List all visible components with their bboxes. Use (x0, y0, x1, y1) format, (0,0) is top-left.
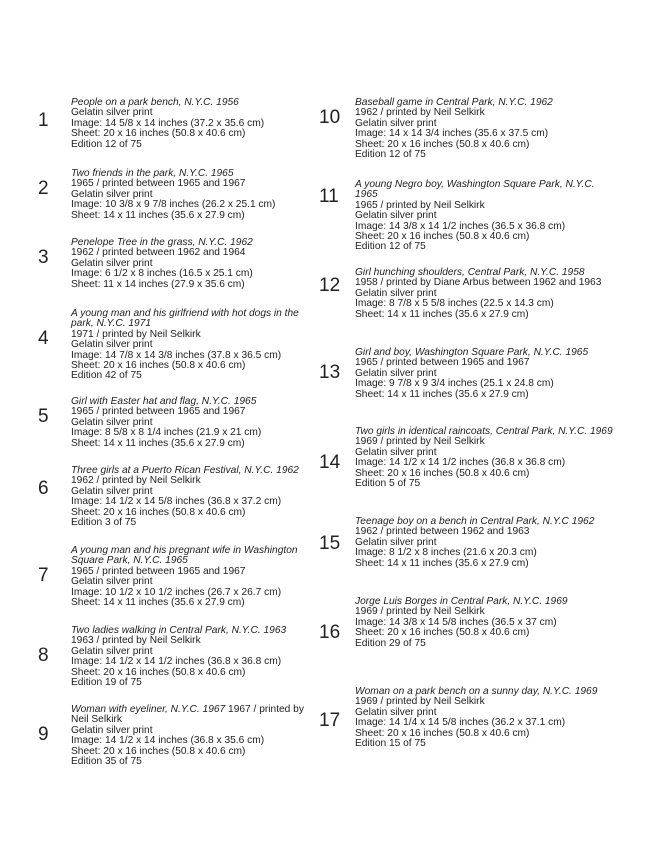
entry-line: Gelatin silver print (355, 446, 437, 458)
entry-line: Sheet: 14 x 11 inches (35.6 x 27.9 cm) (355, 388, 529, 400)
entry-line: Gelatin silver print (355, 287, 437, 299)
entry-number: 7 (38, 565, 49, 586)
entry-line: 1962 / printed between 1962 and 1964 (71, 247, 246, 259)
entry-title: Baseball game in Central Park, N.Y.C. 1962 (355, 97, 553, 108)
entry-line: Sheet: 20 x 16 inches (50.8 x 40.6 cm) (71, 128, 246, 140)
entry-title: Girl hunching shoulders, Central Park, N.Y.C. 1958 (355, 267, 585, 278)
entry-line: Sheet: 14 x 11 inches (35.6 x 27.9 cm) (355, 557, 529, 569)
entry-line: Image: 8 1/2 x 8 inches (21.6 x 20.3 cm) (355, 547, 537, 559)
entry-number: 5 (38, 406, 49, 427)
entry-line: Gelatin silver print (355, 706, 437, 718)
entry-title: Teenage boy on a bench in Central Park, N.Y.C 1962 (355, 516, 595, 527)
entry-line: 1962 / printed by Neil Selkirk (71, 475, 201, 487)
entry-title: A young man and his pregnant wife in Washington Square Park, N.Y.C. 1965 (71, 545, 298, 567)
entry-line: Edition 29 of 75 (355, 637, 426, 649)
entry-details (355, 348, 619, 400)
entry-line: Gelatin silver print (71, 645, 153, 657)
entry-line: 1963 / printed by Neil Selkirk (71, 635, 201, 647)
entry-title: Two friends in the park, N.Y.C. 1965 (71, 168, 234, 179)
entry-details (71, 238, 313, 290)
entry-line: Image: 8 5/8 x 8 1/4 inches (21.9 x 21 cm) (71, 427, 262, 439)
entry-title: Three girls at a Puerto Rican Festival, N.Y.C. 1962 (71, 465, 299, 476)
entry-number: 16 (319, 622, 341, 643)
entry-line: Sheet: 20 x 16 inches (50.8 x 40.6 cm) (71, 360, 246, 372)
entry-line: Image: 8 7/8 x 5 5/8 inches (22.5 x 14.3 cm) (355, 298, 554, 310)
entry-number: 13 (319, 362, 341, 383)
entry-title: Penelope Tree in the grass, N.Y.C. 1962 (71, 237, 253, 248)
entry-details (71, 626, 313, 688)
entry-line: Gelatin silver print (355, 367, 437, 379)
entry-number: 15 (319, 533, 341, 554)
entry-line: Edition 15 of 75 (355, 738, 426, 750)
entry-details (355, 268, 619, 320)
entry-number: 12 (319, 275, 341, 296)
entry-title: People on a park bench, N.Y.C. 1956 (71, 97, 239, 108)
entry-line: 1969 / printed by Neil Selkirk (355, 606, 485, 618)
entry-line: 1965 / printed by Neil Selkirk (355, 199, 485, 211)
entry-number: 14 (319, 452, 341, 473)
entry-line: 1962 / printed between 1962 and 1963 (355, 526, 530, 538)
entry-line: Gelatin silver print (71, 257, 153, 269)
entry-line: Sheet: 20 x 16 inches (50.8 x 40.6 cm) (355, 467, 530, 479)
entry-line: Image: 14 7/8 x 14 3/8 inches (37.8 x 36.5 cm) (71, 349, 282, 361)
entry-line: Gelatin silver print (71, 188, 153, 200)
entry-line: Edition 12 of 75 (355, 241, 426, 253)
entry-details (355, 517, 619, 569)
entry-line: Sheet: 20 x 16 inches (50.8 x 40.6 cm) (355, 231, 530, 243)
entry-line: Edition 12 of 75 (355, 149, 426, 161)
entry-number: 1 (38, 110, 49, 131)
entry-details (355, 427, 619, 489)
entry-number: 17 (319, 710, 341, 731)
entry-line: Edition 19 of 75 (71, 677, 142, 689)
entry-line: 1969 / printed by Neil Selkirk (355, 696, 485, 708)
entry-number: 10 (319, 107, 341, 128)
entry-line: Gelatin silver print (71, 416, 153, 428)
entry-line: Image: 14 1/2 x 14 5/8 inches (36.8 x 37.2 cm) (71, 496, 282, 508)
entry-number: 11 (319, 186, 339, 207)
entry-line: Sheet: 14 x 11 inches (35.6 x 27.9 cm) (71, 437, 245, 449)
entry-number: 4 (38, 328, 49, 349)
entry-line: Image: 9 7/8 x 9 3/4 inches (25.1 x 24.8 cm) (355, 378, 554, 390)
entry-line: 1965 / printed between 1965 and 1967 (71, 406, 246, 418)
entry-line: Edition 42 of 75 (71, 370, 142, 382)
entry-line: 1965 / printed between 1965 and 1967 (71, 178, 246, 190)
entry-line: Gelatin silver print (355, 210, 437, 222)
entry-details (355, 180, 619, 253)
entry-line: Edition 12 of 75 (71, 138, 142, 150)
entry-number: 9 (38, 724, 49, 745)
entry-line: Image: 14 1/2 x 14 1/2 inches (36.8 x 36.8 cm) (355, 457, 566, 469)
entry-line: Edition 35 of 75 (71, 756, 142, 768)
entry-details (71, 546, 313, 608)
entry-title: Two girls in identical raincoats, Central Park, N.Y.C. 1969 (355, 426, 613, 437)
entry-line: Sheet: 20 x 16 inches (50.8 x 40.6 cm) (71, 506, 246, 518)
entry-details (71, 169, 313, 221)
entry-line: Image: 14 3/8 x 14 5/8 inches (36.5 x 37 cm) (355, 616, 557, 628)
entry-line: Sheet: 11 x 14 inches (27.9 x 35.6 cm) (71, 278, 245, 290)
entry-title: A young Negro boy, Washington Square Park, N.Y.C. 1965 (355, 179, 595, 201)
entry-details (71, 397, 313, 449)
entry-line: Sheet: 20 x 16 inches (50.8 x 40.6 cm) (71, 745, 246, 757)
entry-line: 1965 / printed between 1965 and 1967 (71, 565, 246, 577)
entry-title: Jorge Luis Borges in Central Park, N.Y.C. 1969 (355, 596, 568, 607)
entry-line: Image: 14 5/8 x 14 inches (37.2 x 35.6 cm) (71, 117, 265, 129)
entry-line: 1965 / printed between 1965 and 1967 (355, 357, 530, 369)
entry-number: 6 (38, 478, 49, 499)
entry-line: Gelatin silver print (355, 117, 437, 129)
entry-line: Image: 14 3/8 x 14 1/2 inches (36.5 x 36.8 cm) (355, 220, 566, 232)
entry-details (71, 705, 313, 767)
entry-line: Sheet: 20 x 16 inches (50.8 x 40.6 cm) (71, 666, 246, 678)
entry-line: Image: 10 1/2 x 10 1/2 inches (26.7 x 26.7 cm) (71, 586, 282, 598)
entry-number: 3 (38, 247, 49, 268)
entry-line: Sheet: 20 x 16 inches (50.8 x 40.6 cm) (355, 138, 530, 150)
entry-line: Neil Selkirk (71, 714, 122, 726)
entry-number: 2 (38, 178, 49, 199)
entry-line: Image: 6 1/2 x 8 inches (16.5 x 25.1 cm) (71, 268, 253, 280)
entry-line: Gelatin silver print (71, 576, 153, 588)
entry-details (71, 98, 313, 150)
entry-line: 1962 / printed by Neil Selkirk (355, 107, 485, 119)
entry-line: Gelatin silver print (71, 107, 153, 119)
entry-line: Gelatin silver print (71, 724, 153, 736)
entry-title-suffix: 1967 / printed by (225, 704, 304, 715)
entry-line: 1971 / printed by Neil Selkirk (71, 328, 201, 340)
entry-details (355, 687, 619, 749)
entry-line: Image: 10 3/8 x 9 7/8 inches (26.2 x 25.1 cm) (71, 199, 276, 211)
entry-line: Image: 14 1/2 x 14 1/2 inches (36.8 x 36.8 cm) (71, 656, 282, 668)
entry-title: Girl and boy, Washington Square Park, N.Y.C. 1965 (355, 347, 589, 358)
entry-details (355, 597, 619, 649)
entry-title: A young man and his girlfriend with hot dogs in the park, N.Y.C. 1971 (71, 308, 299, 330)
entry-details (71, 309, 313, 382)
entry-line: Image: 14 1/2 x 14 inches (36.8 x 35.6 cm) (71, 735, 265, 747)
entry-title: Two ladies walking in Central Park, N.Y.C. 1963 (71, 625, 287, 636)
entry-line: Gelatin silver print (71, 485, 153, 497)
entry-line: 1958 / printed by Diane Arbus between 1962 and 1963 (355, 277, 602, 289)
entry-line: Gelatin silver print (355, 536, 437, 548)
entry-line: Edition 3 of 75 (71, 517, 137, 529)
entry-line: Image: 14 1/4 x 14 5/8 inches (36.2 x 37.1 cm) (355, 717, 566, 729)
entry-line: Image: 14 x 14 3/4 inches (35.6 x 37.5 cm) (355, 128, 549, 140)
entry-title: Woman with eyeliner, N.Y.C. 1967 (71, 704, 226, 715)
entry-line: Sheet: 14 x 11 inches (35.6 x 27.9 cm) (355, 308, 529, 320)
entry-line: Sheet: 14 x 11 inches (35.6 x 27.9 cm) (71, 209, 245, 221)
entry-title: Girl with Easter hat and flag, N.Y.C. 1965 (71, 396, 257, 407)
entry-line: Sheet: 14 x 11 inches (35.6 x 27.9 cm) (71, 597, 245, 609)
entry-title: Woman on a park bench on a sunny day, N.Y.C. 1969 (355, 686, 598, 697)
entry-line: Gelatin silver print (71, 339, 153, 351)
entry-details (71, 466, 313, 528)
entry-number: 8 (38, 645, 49, 666)
entry-line: 1969 / printed by Neil Selkirk (355, 436, 485, 448)
entry-line: Edition 5 of 75 (355, 478, 421, 490)
entry-details (355, 98, 619, 160)
entry-line: Sheet: 20 x 16 inches (50.8 x 40.6 cm) (355, 727, 530, 739)
entry-line: Sheet: 20 x 16 inches (50.8 x 40.6 cm) (355, 627, 530, 639)
